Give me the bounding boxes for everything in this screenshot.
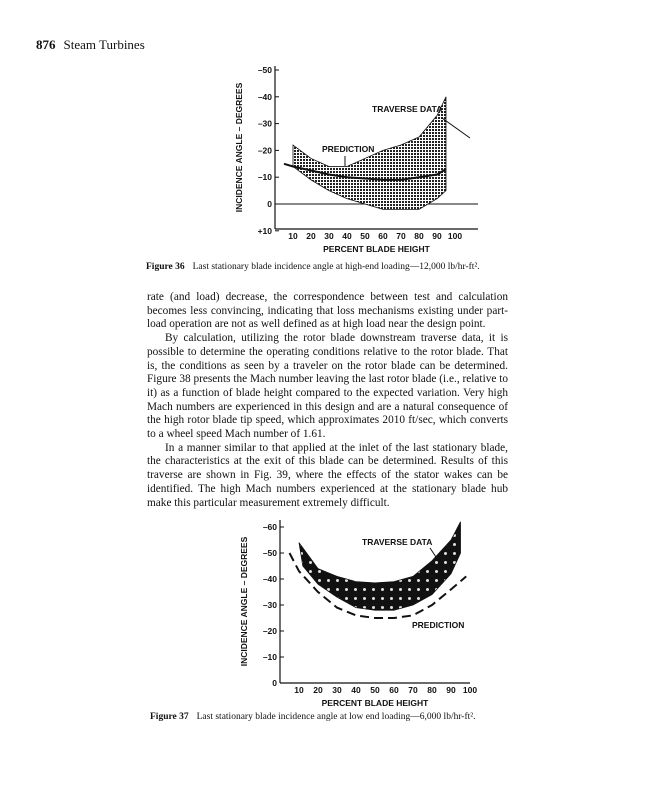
x-tick-label: 10 (294, 685, 304, 695)
page-number: 876 (36, 37, 56, 52)
y-tick-label: –30 (262, 600, 277, 610)
x-tick-label: 50 (370, 685, 380, 695)
y-tick-label: –50 (262, 548, 277, 558)
x-tick-label: 80 (427, 685, 437, 695)
x-axis-label: PERCENT BLADE HEIGHT (323, 244, 430, 254)
paragraph: rate (and load) decrease, the correspondence between test and calculation becomes less convincing, indicating that loss mechanisms existing under part-load operation are not as well defined as at high load near the design point. (147, 291, 508, 331)
x-tick-label: 60 (389, 685, 399, 695)
running-title: Steam Turbines (63, 37, 145, 52)
y-tick-label: +10 (257, 225, 272, 236)
x-tick-label: 40 (342, 231, 352, 241)
y-tick-label: –20 (262, 626, 277, 636)
body-text (147, 291, 508, 510)
prediction-label: PREDICTION (322, 144, 375, 154)
x-tick-label: 40 (351, 685, 361, 695)
y-tick-label: –40 (262, 574, 277, 584)
traverse-data-band (299, 522, 461, 610)
x-tick-label: 60 (378, 231, 388, 241)
x-axis-label: PERCENT BLADE HEIGHT (321, 698, 429, 708)
y-tick-label: –30 (257, 118, 272, 129)
paragraph: By calculation, utilizing the rotor blade downstream traverse data, it is possible to determine the operating conditions relative to the rotor blade. That is, the conditions as seen by a traveler on the rotor blade can be determined. Figure 38 presents the Mach number leaving the last rotor blade (i.e., relative to it) as a function of blade height compared to the expected variation. Very high Mach numbers are experienced in this design and are a natural consequence of the high rotor blade tip speed, which approximates 2010 ft/sec, which converts to a wheel speed Mach number of 1.61. (147, 332, 508, 441)
x-tick-label: 70 (408, 685, 418, 695)
y-tick-label: –10 (257, 172, 272, 183)
y-axis-label: INCIDENCE ANGLE – DEGREES (234, 82, 244, 213)
x-tick-label: 70 (396, 231, 406, 241)
x-tick-label: 30 (332, 685, 342, 695)
x-tick-label: 90 (432, 231, 442, 241)
y-axis-label: INCIDENCE ANGLE – DEGREES (239, 536, 249, 667)
x-tick-label: 30 (324, 231, 334, 241)
x-tick-label: 90 (446, 685, 456, 695)
x-tick-label: 50 (360, 231, 370, 241)
x-tick-label: 20 (306, 231, 316, 241)
y-tick-label: 0 (267, 199, 272, 209)
figure-36-caption: Figure 36 Last stationary blade incidence angle at high-end loading—12,000 lb/hr-ft². (146, 262, 480, 272)
x-tick-label: 10 (288, 231, 298, 241)
x-tick-label: 100 (462, 685, 478, 695)
traverse-data-label: TRAVERSE DATA (362, 537, 433, 547)
y-tick-label: –20 (257, 145, 272, 156)
y-tick-label: –40 (257, 91, 272, 102)
figure-37-caption: Figure 37 Last stationary blade incidence angle at low end loading—6,000 lb/hr-ft². (150, 712, 476, 722)
y-tick-label: 0 (272, 678, 277, 688)
x-tick-label: 20 (313, 685, 323, 695)
traverse-data-label: TRAVERSE DATA (372, 104, 443, 114)
y-tick-label: –60 (262, 522, 277, 532)
prediction-label: PREDICTION (412, 620, 465, 630)
paragraph: In a manner similar to that applied at the inlet of the last stationary blade, the characteristics at the exit of this blade can be determined. Results of this traverse are shown in Fig. 39, where the effects of the stator wakes can be identified. The high Mach numbers experienced at the stationary blade hub make this particular measurement extremely difficult. (147, 441, 508, 509)
x-tick-label: 100 (447, 231, 463, 241)
y-tick-label: –50 (257, 65, 272, 75)
y-tick-label: –10 (262, 652, 277, 662)
x-tick-label: 80 (414, 231, 424, 241)
